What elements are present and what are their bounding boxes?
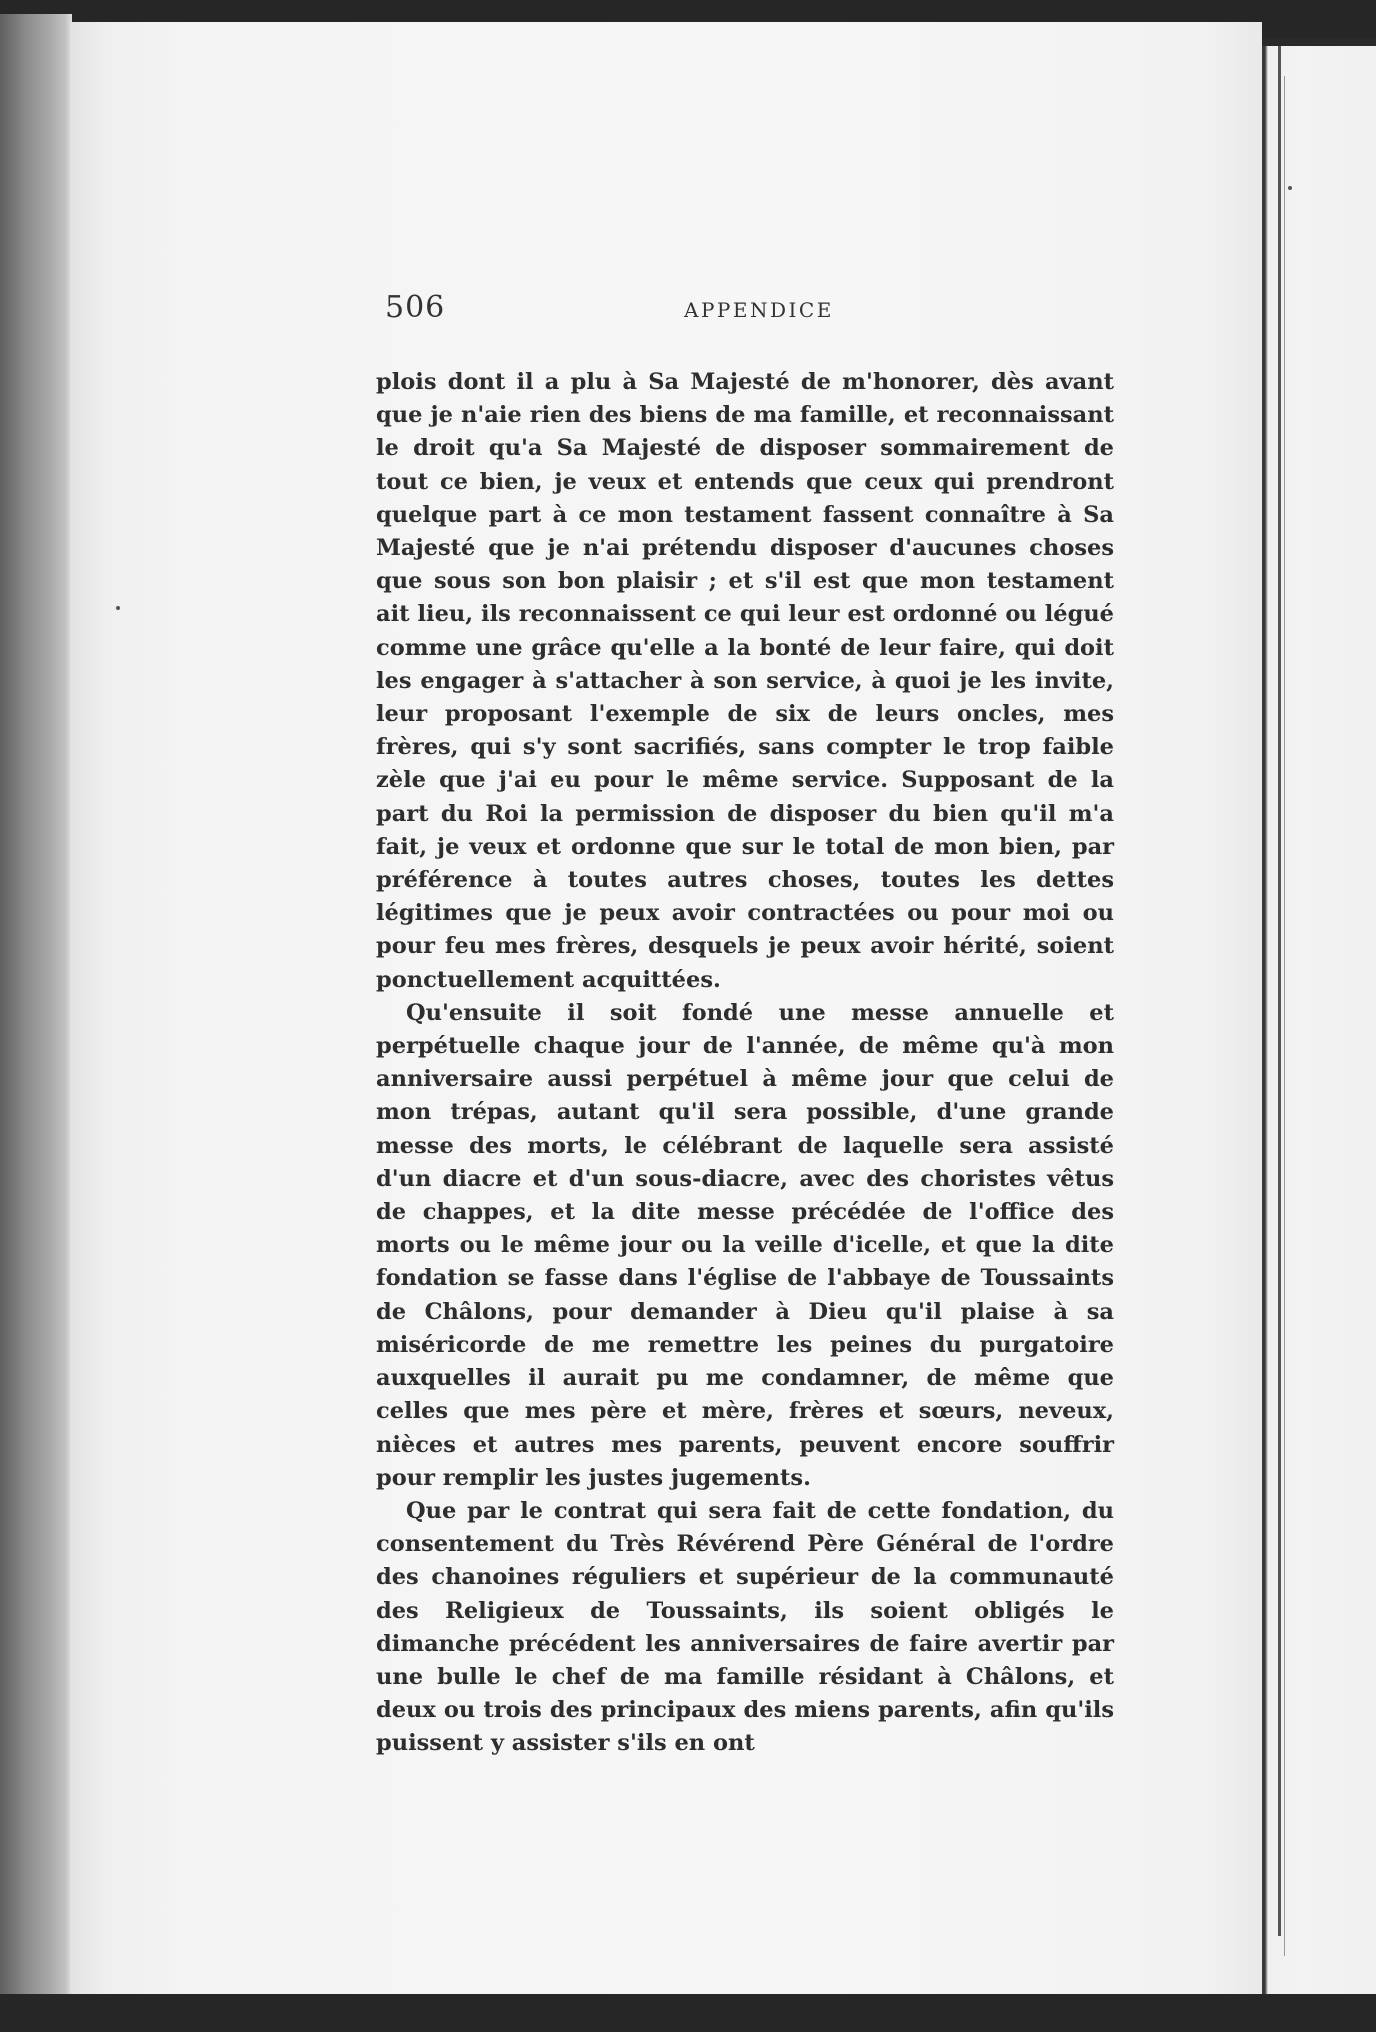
scan-background-bottom bbox=[0, 1994, 1376, 2032]
paragraph-1: plois dont il a plu à Sa Majesté de m'honorer, dès avant que je n'aie rien des biens de ma famille, et reconnaissant le droit qu'a Sa Majesté de disposer sommairement de tout ce bien, je veux et entends que ceux qui prendront quelque part à ce mon testament fassent connaître à Sa Majesté que je n'ai prétendu disposer d'aucunes choses que sous son bon plaisir ; et s'il est que mon testament ait lieu, ils reconnaissent ce qui leur est ordonné ou légué comme une grâce qu'elle a la bonté de leur faire, qui doit les engager à s'attacher à son service, à quoi je les invite, leur proposant l'exemple de six de leurs oncles, mes frères, qui s'y sont sacrifiés, sans compter le trop faible zèle que j'ai eu pour le même service. Supposant de la part du Roi la permission de disposer du bien qu'il m'a fait, je veux et ordonne que sur le total de mon bien, par préférence à toutes autres choses, toutes les dettes légitimes que je peux avoir contractées ou pour moi ou pour feu mes frères, desquels je peux avoir hérité, soient ponctuellement acquittées. bbox=[376, 369, 1114, 993]
body-text bbox=[376, 366, 1114, 1761]
running-head: APPENDICE bbox=[684, 298, 834, 322]
paper-speck bbox=[116, 606, 120, 610]
opposite-page-strip bbox=[1262, 46, 1376, 1994]
page-number: 506 bbox=[385, 290, 446, 325]
page-gutter-line bbox=[1278, 46, 1281, 1936]
page-gutter-line-thin bbox=[1284, 76, 1285, 1956]
page-header bbox=[385, 290, 1125, 330]
book-page-edges bbox=[0, 14, 72, 1994]
paragraph-3: Que par le contrat qui sera fait de cette fondation, du consentement du Très Révérend Père Général de l'ordre des chanoines réguliers et supérieur de la communauté des Religieux de Toussaints, ils soient obligés le dimanche précédent les anniversaires de faire avertir par une bulle le chef de ma famille résidant à Châlons, et deux ou trois des principaux des miens parents, afin qu'ils puissent y assister s'ils en ont bbox=[376, 1497, 1114, 1757]
paragraph-2: Qu'ensuite il soit fondé une messe annuelle et perpétuelle chaque jour de l'année, de même qu'à mon anniversaire aussi perpétuel à même jour que celui de mon trépas, autant qu'il sera possible, d'une grande messe des morts, le célébrant de laquelle sera assisté d'un diacre et d'un sous-diacre, avec des choristes vêtus de chappes, et la dite messe précédée de l'office des morts ou le même jour ou la veille d'icelle, et que la dite fondation se fasse dans l'église de l'abbaye de Toussaints de Châlons, pour demander à Dieu qu'il plaise à sa miséricorde de me remettre les peines du purgatoire auxquelles il aurait pu me condamner, de même que celles que mes père et mère, frères et sœurs, neveux, nièces et autres mes parents, peuvent encore souffrir pour remplir les justes jugements. bbox=[376, 999, 1114, 1491]
paper-speck bbox=[1288, 186, 1292, 190]
